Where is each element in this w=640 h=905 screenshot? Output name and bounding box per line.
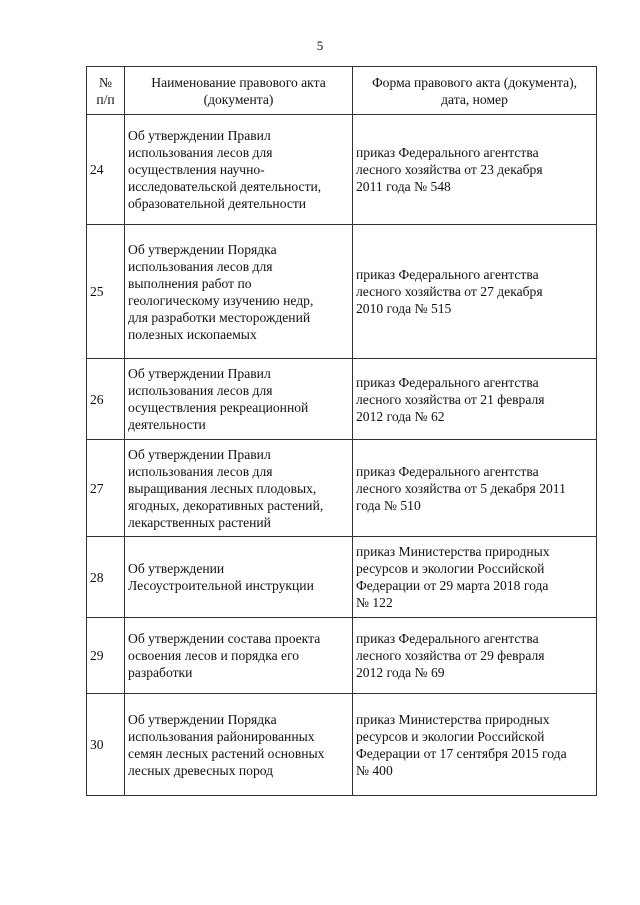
table-row: [87, 225, 597, 359]
table-row: [87, 440, 597, 537]
table-row: [87, 618, 597, 694]
row-number: 30: [87, 694, 125, 796]
table-row: [87, 359, 597, 440]
act-name: Об утверждении Порядка использования районированных семян лесных растений основных лесных древесных пород: [125, 694, 353, 796]
act-form: приказ Федерального агентства лесного хозяйства от 5 декабря 2011 года № 510: [353, 440, 597, 537]
act-name: Об утверждении Правил использования лесов для выращивания лесных плодовых, ягодных, декоративных растений, лекарственных растений: [125, 440, 353, 537]
row-number: 24: [87, 115, 125, 225]
act-form: приказ Федерального агентства лесного хозяйства от 23 декабря 2011 года № 548: [353, 115, 597, 225]
row-number: 25: [87, 225, 125, 359]
page-number: 5: [316, 38, 324, 53]
act-form: приказ Министерства природных ресурсов и экологии Российской Федерации от 17 сентября 2015 года № 400: [353, 694, 597, 796]
row-number: 26: [87, 359, 125, 440]
header-act-name: Наименование правового акта (документа): [125, 67, 353, 115]
row-number: 28: [87, 537, 125, 618]
legal-acts-table: [86, 66, 597, 796]
row-number: 27: [87, 440, 125, 537]
table-row: [87, 537, 597, 618]
act-name: Об утверждении Правил использования лесов для осуществления рекреационной деятельности: [125, 359, 353, 440]
table-row: [87, 694, 597, 796]
header-act-form: Форма правового акта (документа), дата, номер: [353, 67, 597, 115]
act-name: Об утверждении Лесоустроительной инструкции: [125, 537, 353, 618]
act-form: приказ Федерального агентства лесного хозяйства от 21 февраля 2012 года № 62: [353, 359, 597, 440]
act-name: Об утверждении Правил использования лесов для осуществления научно- исследовательской деятельности, образовательной деятельности: [125, 115, 353, 225]
act-form: приказ Министерства природных ресурсов и экологии Российской Федерации от 29 марта 2018 года № 122: [353, 537, 597, 618]
table-header-row: [87, 67, 597, 115]
act-form: приказ Федерального агентства лесного хозяйства от 27 декабря 2010 года № 515: [353, 225, 597, 359]
row-number: 29: [87, 618, 125, 694]
table-row: [87, 115, 597, 225]
act-name: Об утверждении Порядка использования лесов для выполнения работ по геологическому изучению недр, для разработки месторождений полезных ископаемых: [125, 225, 353, 359]
act-form: приказ Федерального агентства лесного хозяйства от 29 февраля 2012 года № 69: [353, 618, 597, 694]
header-number: № п/п: [87, 67, 125, 115]
act-name: Об утверждении состава проекта освоения лесов и порядка его разработки: [125, 618, 353, 694]
